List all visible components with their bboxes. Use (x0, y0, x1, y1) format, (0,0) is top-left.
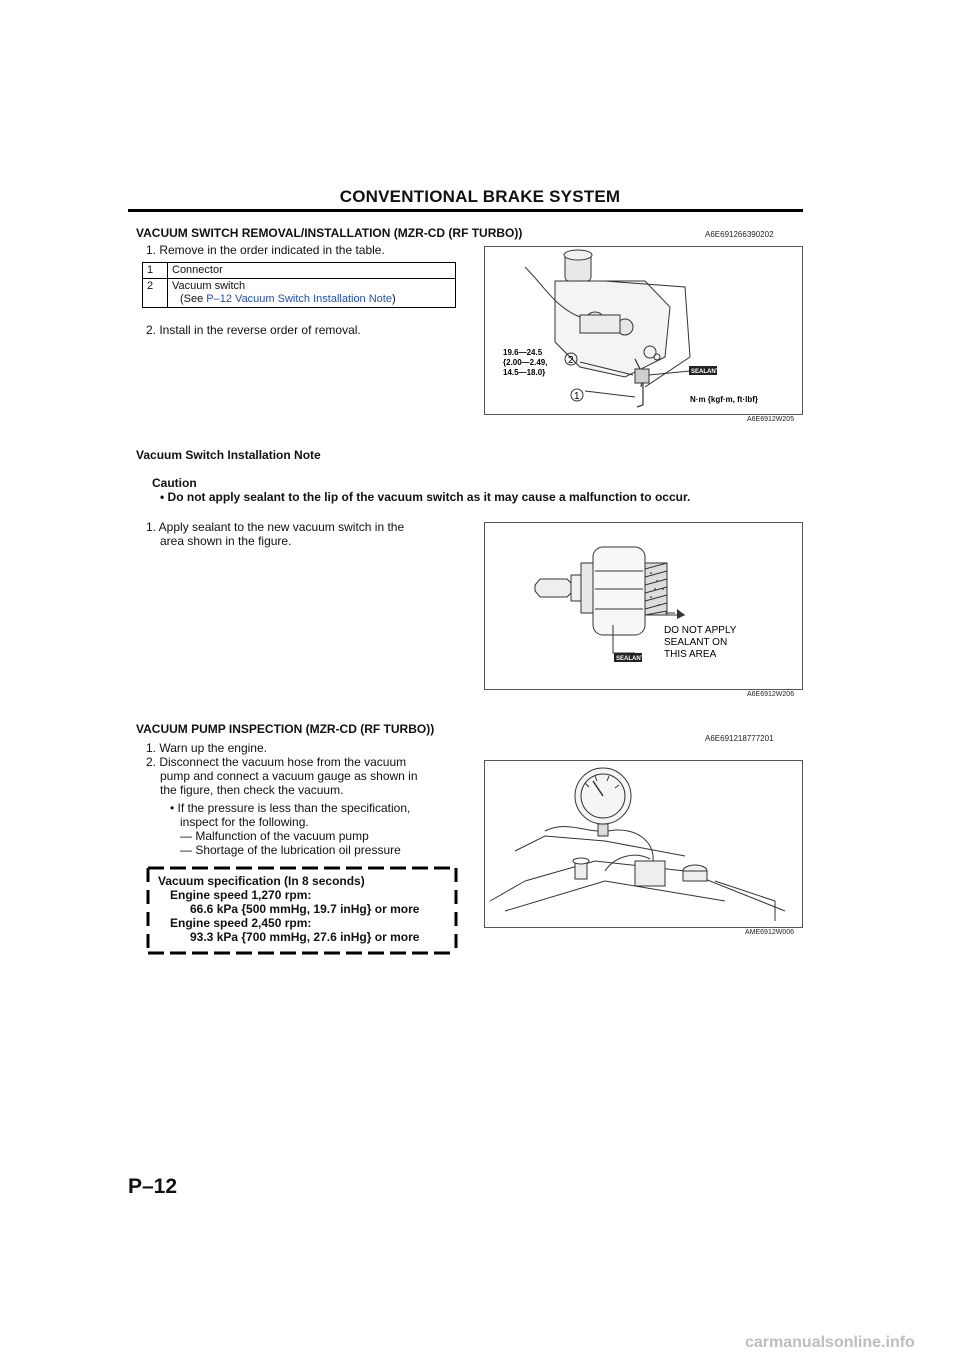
table-cell-part-name: Vacuum switch (172, 280, 246, 292)
note-step1-line2: area shown in the figure. (160, 534, 292, 548)
do-not-apply-line2: SEALANT ON (664, 637, 728, 648)
vacuum-switch-sealant-illustration (485, 523, 802, 689)
spec-value2: 93.3 kPa {700 mmHg, 27.6 inHg} or more (190, 930, 420, 944)
section-title-vacuum-switch: VACUUM SWITCH REMOVAL/INSTALLATION (MZR-CD (RF TURBO)) (136, 226, 523, 240)
caution-label: Caution (152, 476, 197, 490)
note-step1-line1: 1. Apply sealant to the new vacuum switch in the (146, 520, 405, 534)
callout-1-number: 1 (574, 391, 580, 402)
torque-line-2: {2.00—2.49, (503, 358, 548, 367)
figure-code: AME6912W006 (745, 929, 795, 936)
caution-item: • Do not apply sealant to the lip of the vacuum switch as it may cause a malfunction to occur. (160, 490, 691, 504)
pump-step2-line1: 2. Disconnect the vacuum hose from the vacuum (146, 755, 407, 769)
bullet-text: If the pressure is less than the specification, (177, 801, 411, 815)
vacuum-spec-box (146, 866, 458, 956)
parts-table (142, 262, 456, 308)
sealant-badge-text: SEALANT (691, 369, 720, 375)
pump-dash2: — Shortage of the lubrication oil pressure (180, 843, 401, 857)
do-not-apply-line3: THIS AREA (664, 649, 717, 660)
torque-line-1: 19.6—24.5 (503, 348, 543, 357)
page-header-title: CONVENTIONAL BRAKE SYSTEM (339, 187, 621, 206)
pump-step2-line3: the figure, then check the vacuum. (160, 783, 344, 797)
page-number: P–12 (128, 1175, 178, 1198)
caution-text: Do not apply sealant to the lip of the vacuum switch as it may cause a malfunction to occur. (167, 490, 691, 504)
see-reference (172, 293, 451, 306)
table-row (143, 279, 456, 308)
installation-note-link[interactable]: P–12 Vacuum Switch Installation Note (206, 293, 392, 305)
step-remove: 1. Remove in the order indicated in the table. (146, 243, 385, 257)
figure-code: A6E6912W205 (747, 416, 795, 423)
pump-step1: 1. Warn up the engine. (146, 741, 267, 755)
table-cell-num: 1 (143, 263, 168, 279)
note-title: Vacuum Switch Installation Note (136, 448, 321, 462)
table-cell-text: Connector (168, 263, 456, 279)
torque-line-3: 14.5—18.0} (503, 368, 546, 377)
figure-code: A6E6912W206 (747, 691, 795, 698)
do-not-apply-line1: DO NOT APPLY (664, 625, 737, 636)
pump-dash1: — Malfunction of the vacuum pump (180, 829, 369, 843)
pump-bullet-line1: • If the pressure is less than the specification, (170, 801, 411, 815)
step-install: 2. Install in the reverse order of removal. (146, 323, 361, 337)
table-row (143, 263, 456, 279)
figure-vacuum-gauge-connection (484, 760, 803, 928)
pump-bullet-line2: inspect for the following. (180, 815, 309, 829)
see-suffix: ) (391, 293, 396, 305)
header-divider (128, 209, 803, 212)
spec-value1: 66.6 kPa {500 mmHg, 19.7 inHg} or more (190, 902, 420, 916)
vacuum-switch-illustration (485, 247, 802, 414)
figure-vacuum-switch-location (484, 246, 803, 415)
callout-2-number: 2 (568, 355, 574, 366)
spec-title: Vacuum specification (In 8 seconds) (158, 874, 365, 888)
table-cell-num: 2 (143, 279, 168, 308)
watermark: carmanualsonline.info (745, 1334, 915, 1351)
see-prefix: (See (180, 293, 207, 305)
torque-units: N·m {kgf·m, ft·lbf} (690, 395, 758, 404)
section-code: A6E691218777201 (705, 734, 774, 743)
section-code: A6E691266390202 (705, 230, 774, 239)
spec-speed1: Engine speed 1,270 rpm: (170, 888, 312, 902)
section-title-vacuum-pump: VACUUM PUMP INSPECTION (MZR-CD (RF TURBO)) (136, 722, 435, 736)
table-cell-text (168, 279, 456, 308)
pump-step2-line2: pump and connect a vacuum gauge as shown in (160, 769, 418, 783)
sealant-badge-text: SEALANT (616, 656, 645, 662)
figure-sealant-area (484, 522, 803, 690)
vacuum-gauge-illustration (485, 761, 802, 927)
spec-speed2: Engine speed 2,450 rpm: (170, 916, 312, 930)
